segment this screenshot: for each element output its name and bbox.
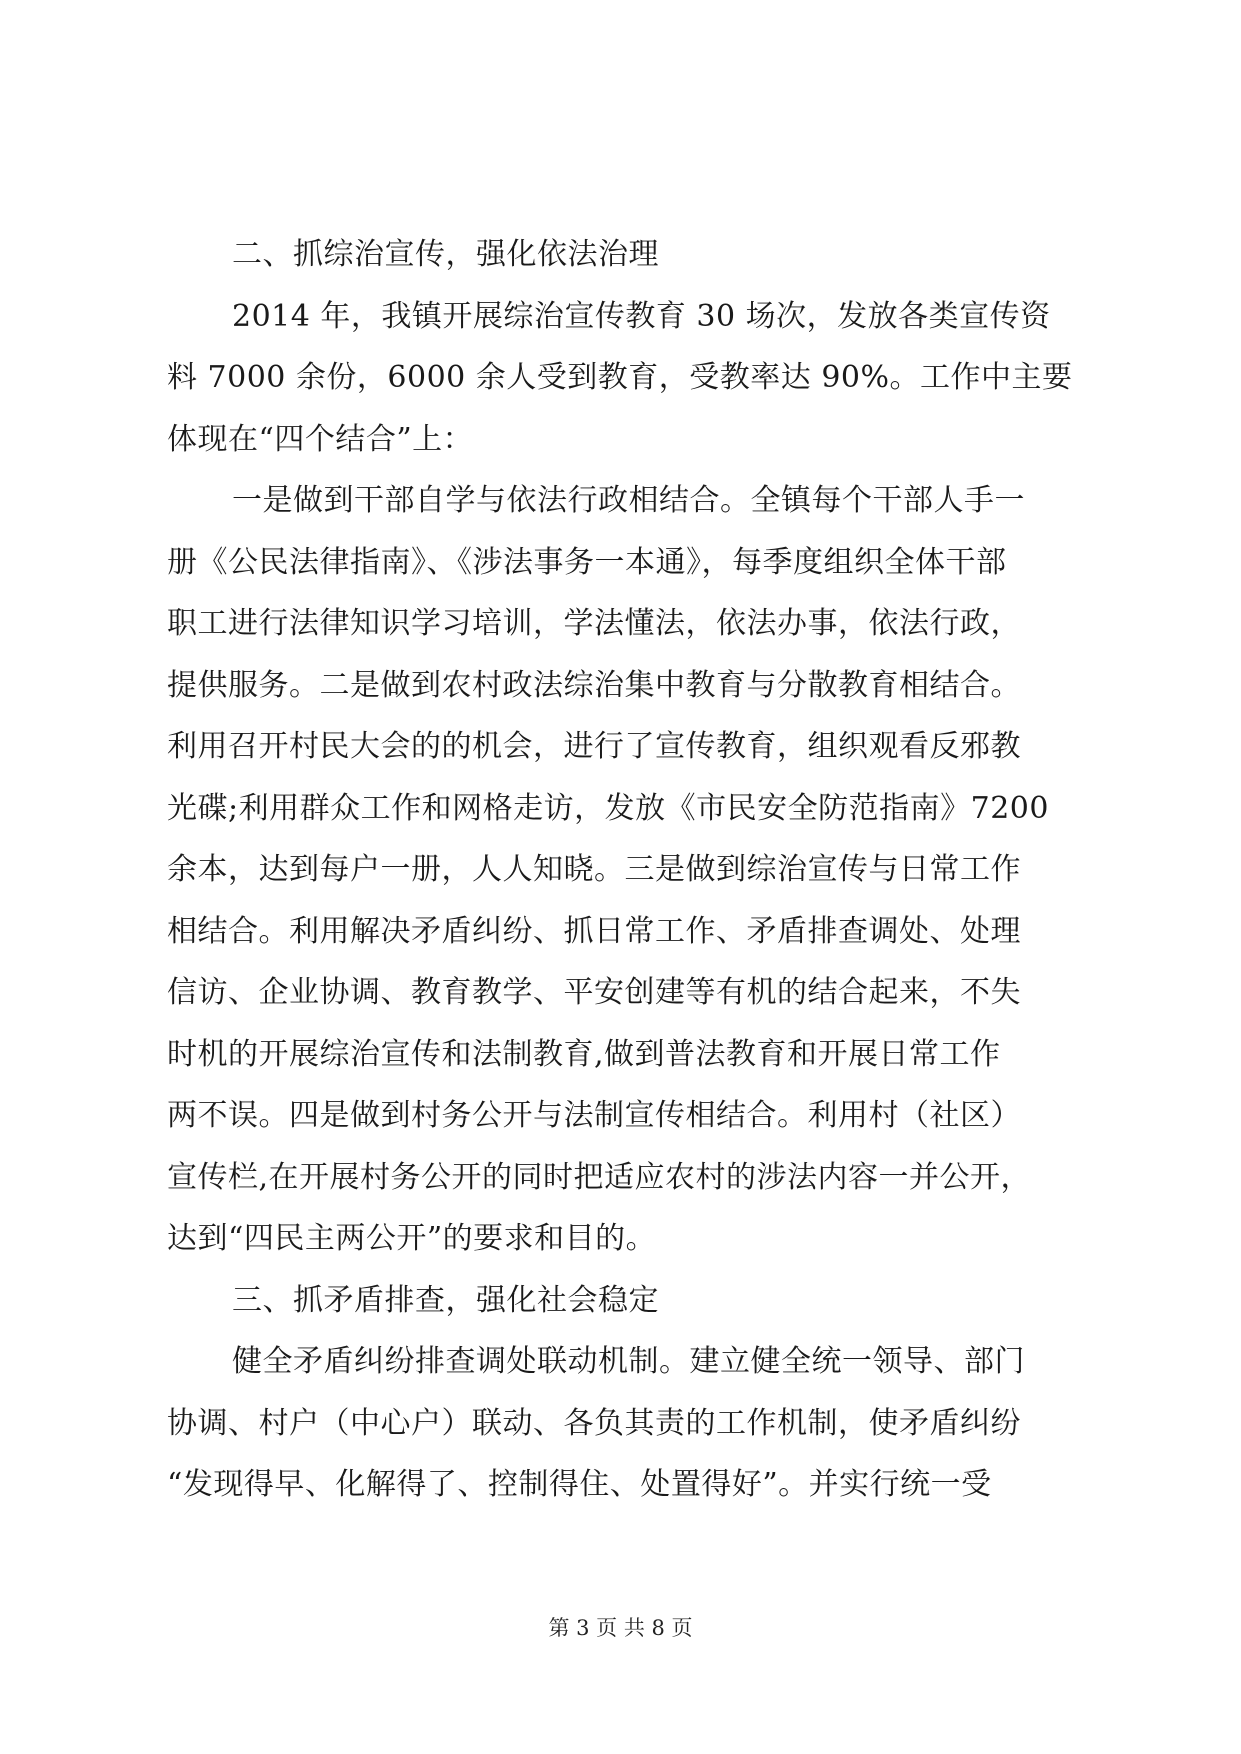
text-line: 料 7000 余份，6000 余人受到教育，受教率达 90%。工作中主要 [167, 360, 1073, 395]
page-footer: 第 3 页 共 8 页 [548, 1616, 693, 1640]
text-line: 时机的开展综治宣传和法制教育,做到普法教育和开展日常工作 [167, 1036, 1001, 1072]
text-line: 健全矛盾纠纷排查调处联动机制。建立健全统一领导、部门 [232, 1344, 1025, 1379]
text-line: 职工进行法律知识学习培训，学法懂法，依法办事，依法行政， [167, 606, 1021, 641]
text-line: 达到“四民主两公开”的要求和目的。 [167, 1221, 657, 1256]
text-line: 信访、企业协调、教育教学、平安创建等有机的结合起来，不失 [167, 975, 1021, 1010]
text-line: 宣传栏,在开展村务公开的同时把适应农村的涉法内容一并公开， [167, 1159, 1032, 1195]
text-line: 册《公民法律指南》、《涉法事务一本通》，每季度组织全体干部 [167, 544, 1007, 580]
text-line: 2014 年，我镇开展综治宣传教育 30 场次，发放各类宣传资 [232, 298, 1051, 334]
text-line: 二、抓综治宣传，强化依法治理 [232, 237, 659, 272]
text-line: 三、抓矛盾排查，强化社会稳定 [232, 1282, 659, 1318]
text-line: 两不误。四是做到村务公开与法制宣传相结合。利用村（社区） [167, 1098, 1021, 1133]
text-line: “发现得早、化解得了、控制得住、处置得好”。并实行统一受 [167, 1467, 992, 1502]
text-line: 体现在“四个结合”上： [167, 421, 474, 457]
document-body [167, 224, 1084, 1516]
text-line: 一是做到干部自学与依法行政相结合。全镇每个干部人手一 [232, 483, 1025, 518]
text-line: 提供服务。二是做到农村政法综治集中教育与分散教育相结合。 [167, 667, 1021, 703]
text-line: 利用召开村民大会的的机会，进行了宣传教育，组织观看反邪教 [167, 729, 1021, 764]
text-line: 余本，达到每户一册，人人知晓。三是做到综治宣传与日常工作 [167, 852, 1021, 887]
text-line: 光碟;利用群众工作和网格走访，发放《市民安全防范指南》7200 [167, 790, 1049, 826]
text-line: 相结合。利用解决矛盾纠纷、抓日常工作、矛盾排查调处、处理 [167, 913, 1021, 949]
text-line: 协调、村户（中心户）联动、各负其责的工作机制，使矛盾纠纷 [167, 1405, 1021, 1441]
